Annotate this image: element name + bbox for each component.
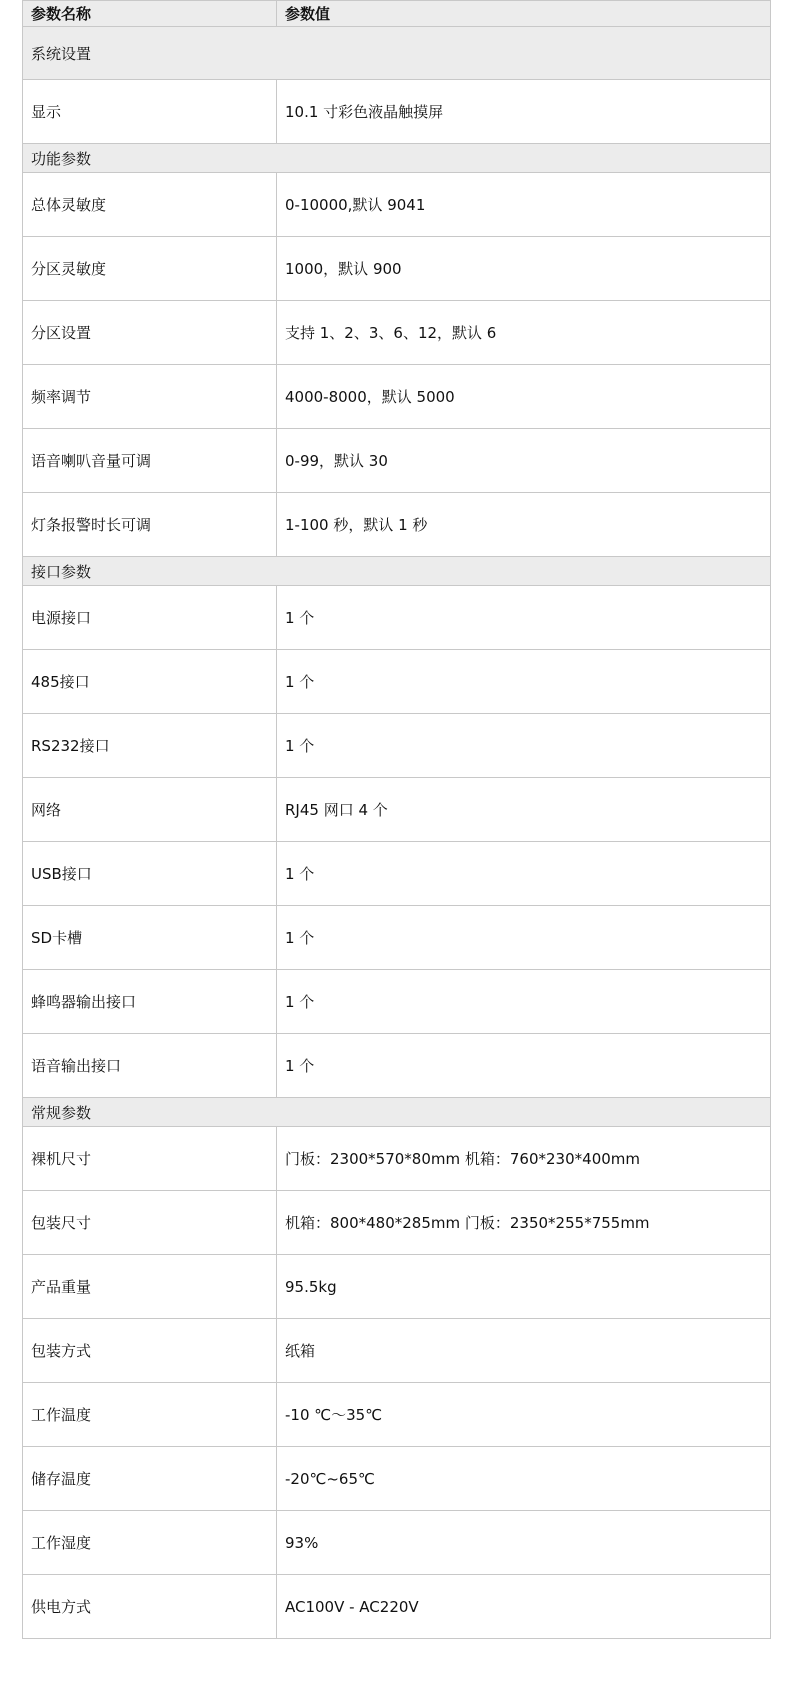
param-name-cell: 包装方式 (23, 1319, 277, 1383)
table-row (23, 1447, 771, 1511)
param-value-cell: 93% (277, 1511, 771, 1575)
param-name-cell: 频率调节 (23, 365, 277, 429)
param-value-cell: 1-100 秒，默认 1 秒 (277, 493, 771, 557)
param-name-cell: 网络 (23, 778, 277, 842)
param-name-cell: 裸机尺寸 (23, 1127, 277, 1191)
section-row (23, 27, 771, 80)
section-row (23, 557, 771, 586)
param-name-cell: 分区设置 (23, 301, 277, 365)
section-title: 功能参数 (23, 144, 771, 173)
param-name-cell: 储存温度 (23, 1447, 277, 1511)
param-name-cell: 工作温度 (23, 1383, 277, 1447)
param-value-cell: 1 个 (277, 906, 771, 970)
param-value-cell: 1 个 (277, 714, 771, 778)
param-name-cell: 工作湿度 (23, 1511, 277, 1575)
table-row (23, 778, 771, 842)
section-title: 系统设置 (23, 27, 771, 80)
param-name-cell: 分区灵敏度 (23, 237, 277, 301)
param-name-cell: 语音喇叭音量可调 (23, 429, 277, 493)
param-value-cell: -20℃~65℃ (277, 1447, 771, 1511)
table-row (23, 906, 771, 970)
param-value-cell: 支持 1、2、3、6、12，默认 6 (277, 301, 771, 365)
param-value-cell: 95.5kg (277, 1255, 771, 1319)
header-param-value: 参数值 (277, 1, 771, 27)
param-value-cell: 1 个 (277, 586, 771, 650)
table-row (23, 1191, 771, 1255)
param-value-cell: RJ45 网口 4 个 (277, 778, 771, 842)
param-value-cell: 1 个 (277, 842, 771, 906)
section-title: 常规参数 (23, 1098, 771, 1127)
param-value-cell: AC100V - AC220V (277, 1575, 771, 1639)
table-row (23, 493, 771, 557)
param-name-cell: SD卡槽 (23, 906, 277, 970)
param-value-cell: 1 个 (277, 650, 771, 714)
table-row (23, 970, 771, 1034)
param-name-cell: USB接口 (23, 842, 277, 906)
param-value-cell: 0-99，默认 30 (277, 429, 771, 493)
table-row (23, 842, 771, 906)
table-row (23, 714, 771, 778)
spec-table (22, 0, 771, 1639)
param-value-cell: -10 ℃～35℃ (277, 1383, 771, 1447)
param-name-cell: 蜂鸣器输出接口 (23, 970, 277, 1034)
param-name-cell: 电源接口 (23, 586, 277, 650)
param-name-cell: 灯条报警时长可调 (23, 493, 277, 557)
section-title: 接口参数 (23, 557, 771, 586)
table-row (23, 365, 771, 429)
param-value-cell: 1 个 (277, 970, 771, 1034)
table-row (23, 1034, 771, 1098)
table-row (23, 1255, 771, 1319)
table-row (23, 650, 771, 714)
param-value-cell: 纸箱 (277, 1319, 771, 1383)
table-row (23, 80, 771, 144)
param-value-cell: 0-10000,默认 9041 (277, 173, 771, 237)
table-row (23, 301, 771, 365)
param-name-cell: 包装尺寸 (23, 1191, 277, 1255)
table-header-row (23, 1, 771, 27)
param-value-cell: 1 个 (277, 1034, 771, 1098)
param-name-cell: RS232接口 (23, 714, 277, 778)
param-value-cell: 门板：2300*570*80mm 机箱：760*230*400mm (277, 1127, 771, 1191)
table-row (23, 586, 771, 650)
section-row (23, 144, 771, 173)
param-name-cell: 总体灵敏度 (23, 173, 277, 237)
section-row (23, 1098, 771, 1127)
param-name-cell: 语音输出接口 (23, 1034, 277, 1098)
spec-table-body (23, 1, 771, 1639)
header-param-name: 参数名称 (23, 1, 277, 27)
param-value-cell: 机箱：800*480*285mm 门板：2350*255*755mm (277, 1191, 771, 1255)
table-row (23, 1319, 771, 1383)
param-value-cell: 10.1 寸彩色液晶触摸屏 (277, 80, 771, 144)
table-row (23, 429, 771, 493)
table-row (23, 1575, 771, 1639)
param-name-cell: 485接口 (23, 650, 277, 714)
table-row (23, 173, 771, 237)
param-name-cell: 产品重量 (23, 1255, 277, 1319)
table-row (23, 237, 771, 301)
table-row (23, 1127, 771, 1191)
table-row (23, 1511, 771, 1575)
param-name-cell: 显示 (23, 80, 277, 144)
param-value-cell: 4000-8000，默认 5000 (277, 365, 771, 429)
param-value-cell: 1000，默认 900 (277, 237, 771, 301)
param-name-cell: 供电方式 (23, 1575, 277, 1639)
table-row (23, 1383, 771, 1447)
